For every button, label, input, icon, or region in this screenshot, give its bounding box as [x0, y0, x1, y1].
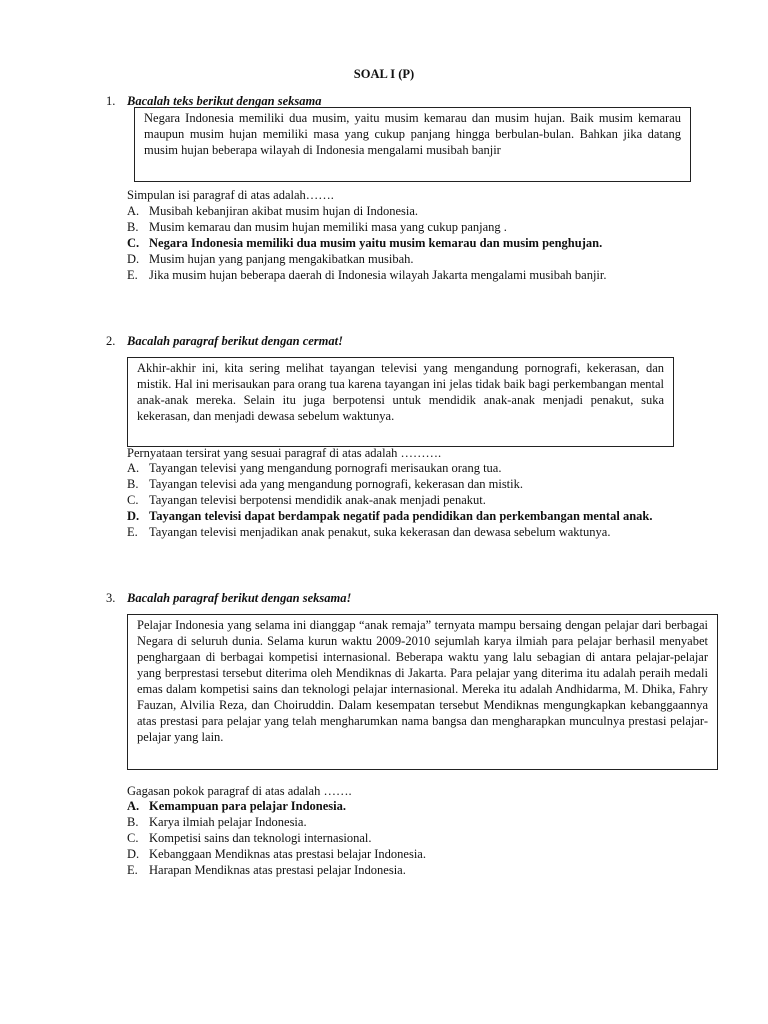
- option-e[interactable]: E. Harapan Mendiknas atas prestasi pelajar Indonesia.: [127, 863, 406, 877]
- option-c[interactable]: C. Kompetisi sains dan teknologi internasional.: [127, 831, 372, 845]
- option-e[interactable]: E. Jika musim hujan beberapa daerah di Indonesia wilayah Jakarta mengalami musibah banjir.: [127, 268, 607, 282]
- option-b[interactable]: B. Musim kemarau dan musim hujan memiliki masa yang cukup panjang .: [127, 220, 507, 234]
- option-e[interactable]: E. Tayangan televisi menjadikan anak penakut, suka kekerasan dan dewasa sebelum waktunya.: [127, 525, 611, 539]
- question-prompt: Gagasan pokok paragraf di atas adalah …….: [127, 784, 352, 798]
- question-1: [106, 93, 688, 282]
- question-instruction: Bacalah paragraf berikut dengan seksama!: [127, 591, 352, 605]
- question-2: [106, 333, 688, 539]
- option-b[interactable]: B. Karya ilmiah pelajar Indonesia.: [127, 815, 307, 829]
- option-c[interactable]: C. Tayangan televisi berpotensi mendidik anak-anak menjadi penakut.: [127, 493, 486, 507]
- option-a[interactable]: A. Tayangan televisi yang mengandung pornografi merisaukan orang tua.: [127, 461, 502, 475]
- option-c-correct[interactable]: C. Negara Indonesia memiliki dua musim yaitu musim kemarau dan musim penghujan.: [127, 236, 603, 250]
- question-number: 1.: [106, 94, 116, 108]
- question-number: 2.: [106, 334, 116, 348]
- option-d[interactable]: D. Musim hujan yang panjang mengakibatkan musibah.: [127, 252, 414, 266]
- question-header: [106, 590, 688, 606]
- passage-box: Negara Indonesia memiliki dua musim, yaitu musim kemarau dan musim hujan. Baik musim kemarau maupun musim hujan memiliki masa yang cukup panjang hingga berbulan-bulan. Bahkan jika datang musim hujan beberapa wilayah di Indonesia mengalami musibah banjir: [134, 107, 691, 182]
- option-d-correct[interactable]: D. Tayangan televisi dapat berdampak negatif pada pendidikan dan perkembangan mental anak.: [127, 509, 653, 523]
- option-a[interactable]: A. Musibah kebanjiran akibat musim hujan di Indonesia.: [127, 204, 419, 218]
- page-title: SOAL I (P): [353, 67, 415, 81]
- question-prompt: Simpulan isi paragraf di atas adalah…….: [127, 188, 334, 202]
- options-list: [127, 203, 688, 283]
- option-b[interactable]: B. Tayangan televisi ada yang mengandung pornografi, kekerasan dan mistik.: [127, 477, 524, 491]
- question-3: [106, 590, 708, 877]
- question-instruction: Bacalah teks berikut dengan seksama: [127, 94, 322, 108]
- options-list: [127, 460, 688, 540]
- passage-box: Akhir-akhir ini, kita sering melihat tayangan televisi yang mengandung pornografi, kekerasan, dan mistik. Hal ini merisaukan para orang tua karena tayangan ini jelas tidak baik bagi perkembangan mental anak-anak mereka. Selain itu juga berpotensi untuk mendidik anak-anak menjadi penakut, suka kekerasan, dan menjadi dewasa sebelum waktunya.: [127, 357, 674, 447]
- question-header: [106, 333, 688, 349]
- option-a-correct[interactable]: A. Kemampuan para pelajar Indonesia.: [127, 799, 347, 813]
- question-instruction: Bacalah paragraf berikut dengan cermat!: [127, 334, 343, 348]
- passage-box: Pelajar Indonesia yang selama ini dianggap “anak remaja” ternyata mampu bersaing dengan pelajar dari berbagai Negara di seluruh dunia. Selama kurun waktu 2009-2010 sejumlah karya ilmiah para pelajar berhasil menyabet penghargaan di berbagai kompetisi internasional. Beberapa waktu yang lalu sebagian di antara pelajar-pelajar yang berprestasi tersebut diterima oleh Mendiknas di Jakarta. Para pelajar yang diterima itu adalah peraih medali emas dalam kompetisi sains dan teknologi pelajar internasional. Mereka itu adalah Andhidarma, M. Dhika, Fahry Fauzan, Alvilia Reza, dan Choiruddin. Dalam kesempatan tersebut Mendiknas mengungkapkan kebanggaannya atas prestasi para pelajar yang telah mengharumkan nama bangsa dan mengharapkan munculnya prestasi pelajar-pelajar yang lain.: [127, 614, 718, 770]
- question-number: 3.: [106, 591, 116, 605]
- question-prompt: Pernyataan tersirat yang sesuai paragraf di atas adalah ……….: [127, 446, 442, 460]
- options-list: [127, 798, 688, 878]
- option-d[interactable]: D. Kebanggaan Mendiknas atas prestasi belajar Indonesia.: [127, 847, 426, 861]
